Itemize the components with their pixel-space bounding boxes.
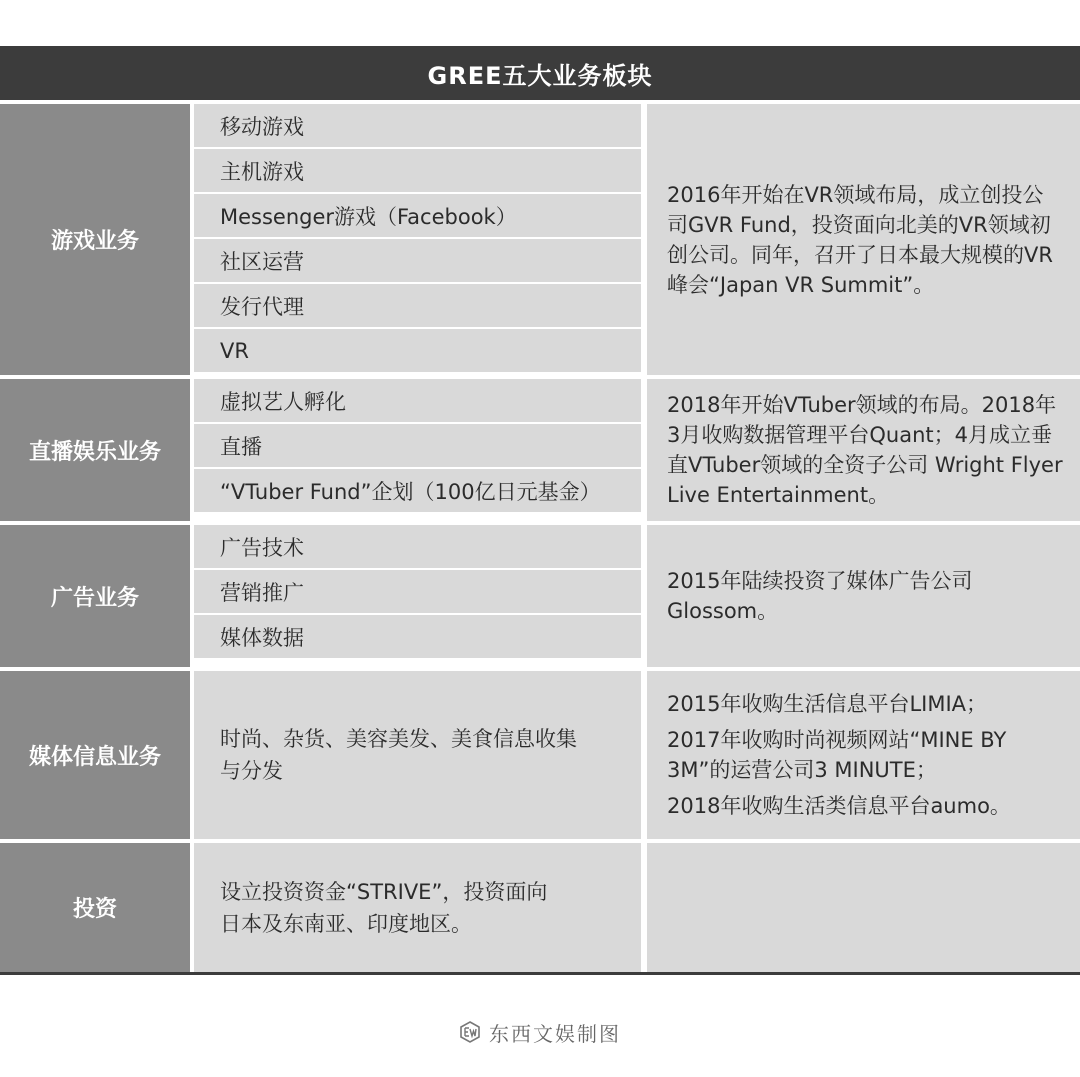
list-item: 设立投资资金“STRIVE”，投资面向 日本及东南亚、印度地区。 — [194, 843, 641, 972]
section-note — [647, 104, 1080, 375]
list-item: “VTuber Fund”企划（100亿日元基金） — [194, 469, 641, 512]
item-list — [194, 525, 641, 667]
list-item: 直播 — [194, 424, 641, 467]
category-label: 广告业务 — [0, 525, 190, 667]
section-note — [647, 843, 1080, 972]
item-list — [194, 843, 641, 972]
section-media-info — [0, 671, 1080, 843]
section-note — [647, 379, 1080, 521]
list-item: 社区运营 — [194, 239, 641, 282]
footer-text: 东西文娱制图 — [489, 1021, 621, 1046]
note-paragraph: 2018年收购生活类信息平台aumo。 — [667, 794, 1011, 818]
item-list — [194, 104, 641, 375]
note-paragraph: 2017年收购时尚视频网站“MINE BY 3M”的运营公司3 MINUTE； — [667, 728, 1007, 782]
note-paragraph: 2015年陆续投资了媒体广告公司Glossom。 — [667, 569, 973, 623]
ew-logo-icon — [459, 1021, 481, 1043]
table-title: GREE五大业务板块 — [0, 46, 1080, 100]
section-advertising — [0, 525, 1080, 671]
list-item: 发行代理 — [194, 284, 641, 327]
list-item: 媒体数据 — [194, 615, 641, 658]
section-note — [647, 525, 1080, 667]
section-investment — [0, 843, 1080, 975]
note-paragraph: 2018年开始VTuber领域的布局。2018年3月收购数据管理平台Quant；4月成立垂直VTuber领域的全资子公司 Wright Flyer Live Entertainment。 — [667, 393, 1063, 507]
list-item: 营销推广 — [194, 570, 641, 613]
item-list — [194, 379, 641, 521]
section-note — [647, 671, 1080, 839]
list-item: 广告技术 — [194, 525, 641, 568]
list-item: Messenger游戏（Facebook） — [194, 194, 641, 237]
item-list — [194, 671, 641, 839]
list-item: 时尚、杂货、美容美发、美食信息收集 与分发 — [194, 671, 641, 839]
category-label: 直播娱乐业务 — [0, 379, 190, 521]
note-paragraph: 2015年收购生活信息平台LIMIA； — [667, 692, 988, 716]
section-live-entertainment — [0, 379, 1080, 525]
category-label: 游戏业务 — [0, 104, 190, 375]
business-table — [0, 104, 1080, 975]
list-item: 主机游戏 — [194, 149, 641, 192]
list-item: VR — [194, 329, 641, 372]
section-game — [0, 104, 1080, 379]
note-paragraph: 2016年开始在VR领域布局，成立创投公司GVR Fund，投资面向北美的VR领域初创公司。同年，召开了日本最大规模的VR峰会“Japan VR Summit”。 — [667, 182, 1053, 297]
footer-credit — [0, 1014, 1080, 1050]
list-item: 虚拟艺人孵化 — [194, 379, 641, 422]
category-label: 媒体信息业务 — [0, 671, 190, 839]
category-label: 投资 — [0, 843, 190, 972]
list-item: 移动游戏 — [194, 104, 641, 147]
